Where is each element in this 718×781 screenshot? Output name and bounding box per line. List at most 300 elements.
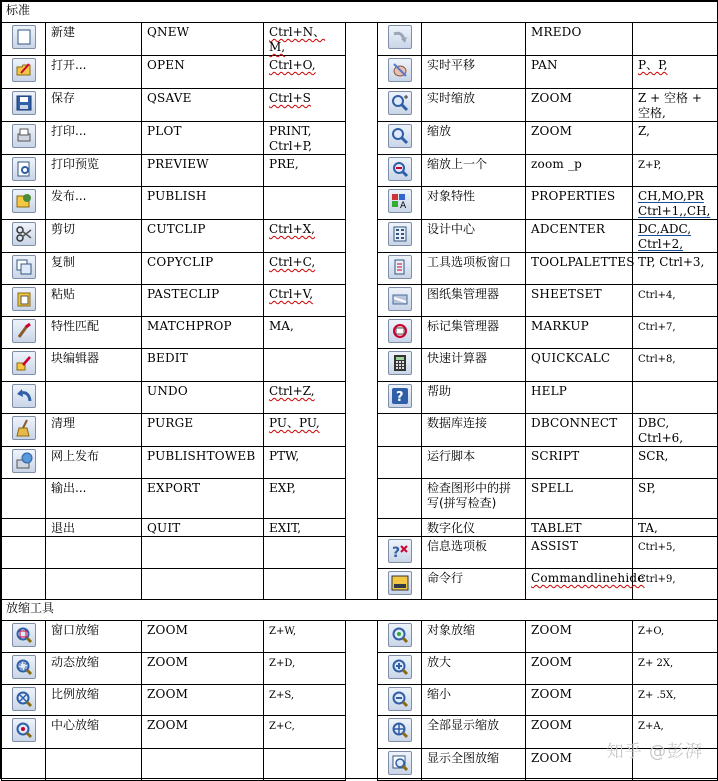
- left-command-text: QUIT: [147, 521, 181, 535]
- left-function-name: 保存: [46, 89, 142, 122]
- right-function-name: 快速计算器: [422, 349, 526, 382]
- redo-arrow-icon: [388, 25, 412, 49]
- right-shortcut: [633, 382, 718, 414]
- left-shortcut: [264, 187, 346, 220]
- left-icon-cell: [2, 685, 46, 716]
- left-function-name: 中心放缩: [46, 716, 142, 749]
- left-shortcut-text: MA,: [269, 319, 294, 333]
- realtime-zoom-icon: [388, 91, 412, 115]
- right-command-text: PAN: [531, 58, 558, 72]
- left-shortcut-text: Ctrl+X,: [269, 222, 315, 236]
- column-gap: [346, 187, 378, 220]
- left-shortcut-text: Z+D,: [269, 658, 296, 669]
- left-icon-cell: [2, 382, 46, 414]
- right-shortcut: [633, 569, 718, 600]
- left-command: [142, 653, 264, 685]
- right-shortcut-text: P、P,: [638, 58, 668, 72]
- left-icon-cell: [2, 187, 46, 220]
- left-command: [142, 716, 264, 749]
- left-icon-cell: [2, 569, 46, 600]
- left-function-name: 剪切: [46, 220, 142, 253]
- print-preview-icon: [12, 157, 36, 181]
- column-gap: [346, 23, 378, 56]
- column-gap: [346, 89, 378, 122]
- right-function-name: 标记集管理器: [422, 317, 526, 349]
- right-function-name: 缩放上一个: [422, 155, 526, 187]
- table-row: [2, 23, 718, 56]
- left-function-name: [46, 569, 142, 600]
- paste-clipboard-icon: [12, 287, 36, 311]
- left-function-name: [46, 749, 142, 781]
- left-icon-cell: [2, 479, 46, 519]
- left-function-name: 发布...: [46, 187, 142, 220]
- left-command: [142, 317, 264, 349]
- right-shortcut: [633, 447, 718, 479]
- right-shortcut: [633, 414, 718, 447]
- table-row: [2, 187, 718, 220]
- left-command-text: EXPORT: [147, 481, 201, 495]
- right-icon-cell: [378, 382, 422, 414]
- right-command: [526, 653, 633, 685]
- table-row: [2, 349, 718, 382]
- zoom-dynamic-icon: [12, 655, 36, 679]
- table-row: [2, 89, 718, 122]
- right-shortcut: [633, 56, 718, 89]
- brush-icon: [12, 319, 36, 343]
- right-icon-cell: [378, 414, 422, 447]
- right-shortcut-text: Z,: [638, 124, 650, 138]
- table-row: [2, 537, 718, 569]
- right-command-text: SHEETSET: [531, 287, 602, 301]
- right-command: [526, 56, 633, 89]
- right-command: [526, 685, 633, 716]
- table-row: [2, 122, 718, 155]
- left-command: [142, 23, 264, 56]
- left-shortcut-text: PU、PU,: [269, 416, 320, 430]
- right-icon-cell: [378, 569, 422, 600]
- left-icon-cell: [2, 155, 46, 187]
- right-command-text: ZOOM: [531, 91, 573, 105]
- right-command: [526, 155, 633, 187]
- left-icon-cell: [2, 349, 46, 382]
- left-command: [142, 382, 264, 414]
- left-shortcut: [264, 569, 346, 600]
- left-icon-cell: [2, 23, 46, 56]
- printer-icon: [12, 124, 36, 148]
- right-shortcut: [633, 23, 718, 56]
- left-command-text: PURGE: [147, 416, 194, 430]
- left-shortcut-text: PRE,: [269, 157, 299, 171]
- left-shortcut: [264, 89, 346, 122]
- right-icon-cell: [378, 56, 422, 89]
- right-shortcut-text: TA,: [638, 521, 658, 535]
- left-command-text: CUTCLIP: [147, 222, 206, 236]
- right-shortcut-text: CH,MO,PR Ctrl+1,,CH,: [638, 189, 711, 218]
- right-shortcut: [633, 479, 718, 519]
- block-edit-icon: [12, 351, 36, 375]
- column-gap: [346, 317, 378, 349]
- right-command-text: MREDO: [531, 25, 582, 39]
- right-shortcut: [633, 187, 718, 220]
- left-command: [142, 253, 264, 285]
- right-command-text: ADCENTER: [531, 222, 606, 236]
- left-function-name: 特性匹配: [46, 317, 142, 349]
- right-function-name: 设计中心: [422, 220, 526, 253]
- right-command-text: ZOOM: [531, 655, 573, 669]
- right-function-name: 数字化仪: [422, 519, 526, 537]
- broom-icon: [12, 416, 36, 440]
- left-function-name: 动态放缩: [46, 653, 142, 685]
- left-shortcut-text: PTW,: [269, 449, 300, 463]
- column-gap: [346, 285, 378, 317]
- right-command: [526, 349, 633, 382]
- right-icon-cell: [378, 621, 422, 653]
- table-row: [2, 653, 718, 685]
- right-icon-cell: [378, 89, 422, 122]
- svg-text:A: A: [399, 201, 406, 211]
- left-shortcut: [264, 317, 346, 349]
- right-function-name: 缩放: [422, 122, 526, 155]
- right-command-text: TABLET: [531, 521, 582, 535]
- left-command-text: PASTECLIP: [147, 287, 220, 301]
- left-command-text: PUBLISH: [147, 189, 207, 203]
- left-shortcut-text: EXP,: [269, 481, 296, 495]
- right-shortcut: [633, 653, 718, 685]
- left-shortcut-text: Ctrl+S: [269, 91, 311, 105]
- left-function-name: 退出: [46, 519, 142, 537]
- left-command: [142, 479, 264, 519]
- left-command: [142, 220, 264, 253]
- right-shortcut: [633, 253, 718, 285]
- tool-palettes-icon: [388, 255, 412, 279]
- right-icon-cell: [378, 253, 422, 285]
- right-icon-cell: [378, 349, 422, 382]
- table-row: [2, 447, 718, 479]
- right-function-name: 图纸集管理器: [422, 285, 526, 317]
- left-shortcut: [264, 349, 346, 382]
- right-command: [526, 569, 645, 600]
- right-shortcut-text: Z+O,: [638, 626, 665, 637]
- left-icon-cell: [2, 253, 46, 285]
- right-command-text: TOOLPALETTES: [531, 255, 635, 269]
- right-icon-cell: [378, 749, 422, 781]
- right-function-name: 对象放缩: [422, 621, 526, 653]
- table-row: [2, 317, 718, 349]
- zoom-window-icon: [12, 623, 36, 647]
- left-command-text: OPEN: [147, 58, 185, 72]
- right-command-text: DBCONNECT: [531, 416, 618, 430]
- right-command: [526, 621, 633, 653]
- svg-text:?: ?: [395, 390, 404, 405]
- left-icon-cell: [2, 122, 46, 155]
- left-shortcut: [264, 220, 346, 253]
- left-shortcut: [264, 285, 346, 317]
- right-shortcut: [633, 285, 718, 317]
- right-shortcut: [633, 519, 718, 537]
- copy-icon: [12, 255, 36, 279]
- column-gap: [346, 749, 378, 781]
- column-gap: [346, 414, 378, 447]
- left-shortcut: [264, 621, 346, 653]
- left-command-text: PUBLISHTOWEB: [147, 449, 256, 463]
- left-command-text: UNDO: [147, 384, 188, 398]
- left-shortcut: [264, 382, 346, 414]
- right-function-name: 放大: [422, 653, 526, 685]
- zoom-extents-icon: [388, 751, 412, 775]
- left-icon-cell: [2, 220, 46, 253]
- left-shortcut: [264, 414, 346, 447]
- left-icon-cell: [2, 621, 46, 653]
- right-icon-cell: [378, 285, 422, 317]
- left-command-text: ZOOM: [147, 718, 189, 732]
- zoom-in-icon: [388, 655, 412, 679]
- left-shortcut-text: Z+C,: [269, 721, 295, 732]
- scissors-icon: [12, 222, 36, 246]
- left-shortcut-text: Z+S,: [269, 690, 294, 701]
- column-gap: [346, 155, 378, 187]
- left-function-name: 打开...: [46, 56, 142, 89]
- left-shortcut-text: Ctrl+V,: [269, 287, 314, 301]
- right-command: [526, 285, 633, 317]
- right-shortcut-text: Ctrl+8,: [638, 354, 676, 365]
- right-shortcut-text: Z+A,: [638, 721, 664, 732]
- right-command-text: SCRIPT: [531, 449, 580, 463]
- right-icon-cell: [378, 187, 422, 220]
- right-command-text: HELP: [531, 384, 568, 398]
- column-gap: [346, 122, 378, 155]
- zoom-magnifier-icon: [388, 124, 412, 148]
- right-function-name: 命令行: [422, 569, 526, 600]
- zoom-object-icon: [388, 623, 412, 647]
- left-shortcut: [264, 749, 346, 781]
- right-shortcut-text: TP, Ctrl+3,: [638, 255, 705, 269]
- right-shortcut-text: Z+P,: [638, 160, 662, 171]
- left-command-text: ZOOM: [147, 623, 189, 637]
- left-shortcut-text: PRINT, Ctrl+P,: [269, 124, 313, 153]
- right-icon-cell: [378, 519, 422, 537]
- assist-icon: [388, 539, 412, 563]
- left-shortcut: [264, 253, 346, 285]
- right-shortcut-text: Z+ 2X,: [638, 658, 674, 669]
- hand-pan-icon: [388, 58, 412, 82]
- left-shortcut: [264, 56, 346, 89]
- right-command-text: zoom _p: [531, 157, 583, 171]
- left-function-name: [46, 537, 142, 569]
- right-command-text: QUICKCALC: [531, 351, 611, 365]
- open-folder-icon: [12, 58, 36, 82]
- right-command: [526, 414, 633, 447]
- right-function-name: 显示全图放缩: [422, 749, 526, 781]
- left-command: [142, 447, 264, 479]
- right-icon-cell: [378, 317, 422, 349]
- right-command: [526, 253, 633, 285]
- left-icon-cell: [2, 537, 46, 569]
- right-icon-cell: [378, 537, 422, 569]
- right-command-text: SPELL: [531, 481, 573, 495]
- table-row: [2, 569, 718, 600]
- section-standard-header: [2, 2, 718, 23]
- left-function-name: 打印预览: [46, 155, 142, 187]
- table-row: [2, 285, 718, 317]
- right-icon-cell: [378, 716, 422, 749]
- left-icon-cell: [2, 749, 46, 781]
- zoom-all-icon: [388, 718, 412, 742]
- section-standard-title: 标准: [2, 2, 718, 23]
- table-row: [2, 414, 718, 447]
- section-zoom-title: 放缩工具: [2, 600, 718, 621]
- right-command: [526, 479, 633, 519]
- right-command-text: Commandlinehide: [531, 571, 645, 585]
- right-command-text: ZOOM: [531, 124, 573, 138]
- column-gap: [346, 685, 378, 716]
- right-shortcut: [633, 220, 718, 253]
- left-function-name: [46, 382, 142, 414]
- left-shortcut: [264, 653, 346, 685]
- right-shortcut: [633, 349, 718, 382]
- left-shortcut: [264, 519, 346, 537]
- left-shortcut-text: Z+W,: [269, 626, 297, 637]
- help-icon: [388, 384, 412, 408]
- table-row: [2, 685, 718, 716]
- right-icon-cell: [378, 23, 422, 56]
- right-command-text: ZOOM: [531, 751, 573, 765]
- right-shortcut-text: DC,ADC, Ctrl+2,: [638, 222, 692, 251]
- right-shortcut-text: Z + 空格 + 空格,: [638, 91, 702, 120]
- right-command-text: ZOOM: [531, 687, 573, 701]
- column-gap: [346, 653, 378, 685]
- left-shortcut-text: EXIT,: [269, 521, 302, 535]
- right-shortcut-text: Ctrl+5,: [638, 542, 676, 553]
- right-function-name: 对象特性: [422, 187, 526, 220]
- right-shortcut: [633, 621, 718, 653]
- right-icon-cell: [378, 220, 422, 253]
- command-line-icon: [388, 571, 412, 595]
- left-command-text: BEDIT: [147, 351, 188, 365]
- right-function-name: 实时缩放: [422, 89, 526, 122]
- right-icon-cell: [378, 479, 422, 519]
- right-command-text: ZOOM: [531, 623, 573, 637]
- zoom-scale-icon: [12, 687, 36, 711]
- left-shortcut-text: Ctrl+C,: [269, 255, 316, 269]
- right-shortcut-text: Ctrl+4,: [638, 290, 676, 301]
- right-icon-cell: [378, 685, 422, 716]
- left-shortcut: [264, 155, 346, 187]
- right-shortcut: [633, 89, 718, 122]
- left-function-name: 比例放缩: [46, 685, 142, 716]
- left-command: [142, 122, 264, 155]
- left-shortcut: [264, 479, 346, 519]
- properties-icon: [388, 189, 412, 213]
- left-command: [142, 349, 264, 382]
- left-shortcut: [264, 122, 346, 155]
- left-function-name: 清理: [46, 414, 142, 447]
- left-command-text: QSAVE: [147, 91, 192, 105]
- left-icon-cell: [2, 285, 46, 317]
- markup-icon: [388, 319, 412, 343]
- column-gap: [346, 382, 378, 414]
- right-function-name: 数据库连接: [422, 414, 526, 447]
- sheetset-icon: [388, 287, 412, 311]
- right-function-name: 运行脚本: [422, 447, 526, 479]
- column-gap: [346, 253, 378, 285]
- left-command: [142, 519, 264, 537]
- left-function-name: 输出...: [46, 479, 142, 519]
- left-command-text: COPYCLIP: [147, 255, 214, 269]
- left-function-name: 块编辑器: [46, 349, 142, 382]
- right-command: [526, 23, 633, 56]
- right-function-name: [422, 23, 526, 56]
- zoom-previous-icon: [388, 157, 412, 181]
- left-icon-cell: [2, 653, 46, 685]
- right-icon-cell: [378, 447, 422, 479]
- left-command: [142, 187, 264, 220]
- table-row: [2, 479, 718, 519]
- left-icon-cell: [2, 56, 46, 89]
- right-command: [526, 317, 633, 349]
- right-command: [526, 122, 633, 155]
- left-function-name: 粘贴: [46, 285, 142, 317]
- undo-arrow-icon: [12, 384, 36, 408]
- watermark: 知乎 @彭湃: [606, 742, 703, 762]
- left-command: [142, 155, 264, 187]
- column-gap: [346, 56, 378, 89]
- right-function-name: 全部显示缩放: [422, 716, 526, 749]
- right-command: [526, 382, 633, 414]
- right-shortcut-text: Ctrl+9,: [638, 574, 676, 585]
- svg-text:?: ?: [391, 545, 400, 561]
- left-command: [142, 685, 264, 716]
- left-shortcut: [264, 716, 346, 749]
- table-row: [2, 220, 718, 253]
- left-shortcut: [264, 447, 346, 479]
- zoom-center-icon: [12, 718, 36, 742]
- publish-icon: [12, 189, 36, 213]
- left-shortcut-text: Ctrl+N、M,: [269, 25, 326, 54]
- left-function-name: 新建: [46, 23, 142, 56]
- right-function-name: 信息选项板: [422, 537, 526, 569]
- right-command: [526, 537, 633, 569]
- right-shortcut-text: SCR,: [638, 449, 669, 463]
- right-icon-cell: [378, 122, 422, 155]
- left-function-name: 复制: [46, 253, 142, 285]
- right-shortcut: [633, 317, 718, 349]
- left-command-text: ZOOM: [147, 687, 189, 701]
- table-row: [2, 519, 718, 537]
- right-shortcut-text: Ctrl+7,: [638, 322, 676, 333]
- right-function-name: 缩小: [422, 685, 526, 716]
- left-command: [142, 621, 264, 653]
- column-gap: [346, 349, 378, 382]
- right-command: [526, 89, 633, 122]
- right-command: [526, 447, 633, 479]
- left-shortcut-text: Ctrl+O,: [269, 58, 316, 72]
- column-gap: [346, 519, 378, 537]
- right-shortcut-text: SP,: [638, 481, 656, 495]
- column-gap: [346, 479, 378, 519]
- left-command: [142, 56, 264, 89]
- new-document-icon: [12, 25, 36, 49]
- right-shortcut: [633, 122, 718, 155]
- column-gap: [346, 569, 378, 600]
- right-function-name: 实时平移: [422, 56, 526, 89]
- right-function-name: 检查图形中的拼写(拼写检查): [422, 479, 526, 519]
- right-shortcut-text: Z+ .5X,: [638, 690, 677, 701]
- left-command-text: PREVIEW: [147, 157, 209, 171]
- left-command: [142, 285, 264, 317]
- left-icon-cell: [2, 447, 46, 479]
- left-shortcut: [264, 23, 346, 56]
- calculator-icon: [388, 351, 412, 375]
